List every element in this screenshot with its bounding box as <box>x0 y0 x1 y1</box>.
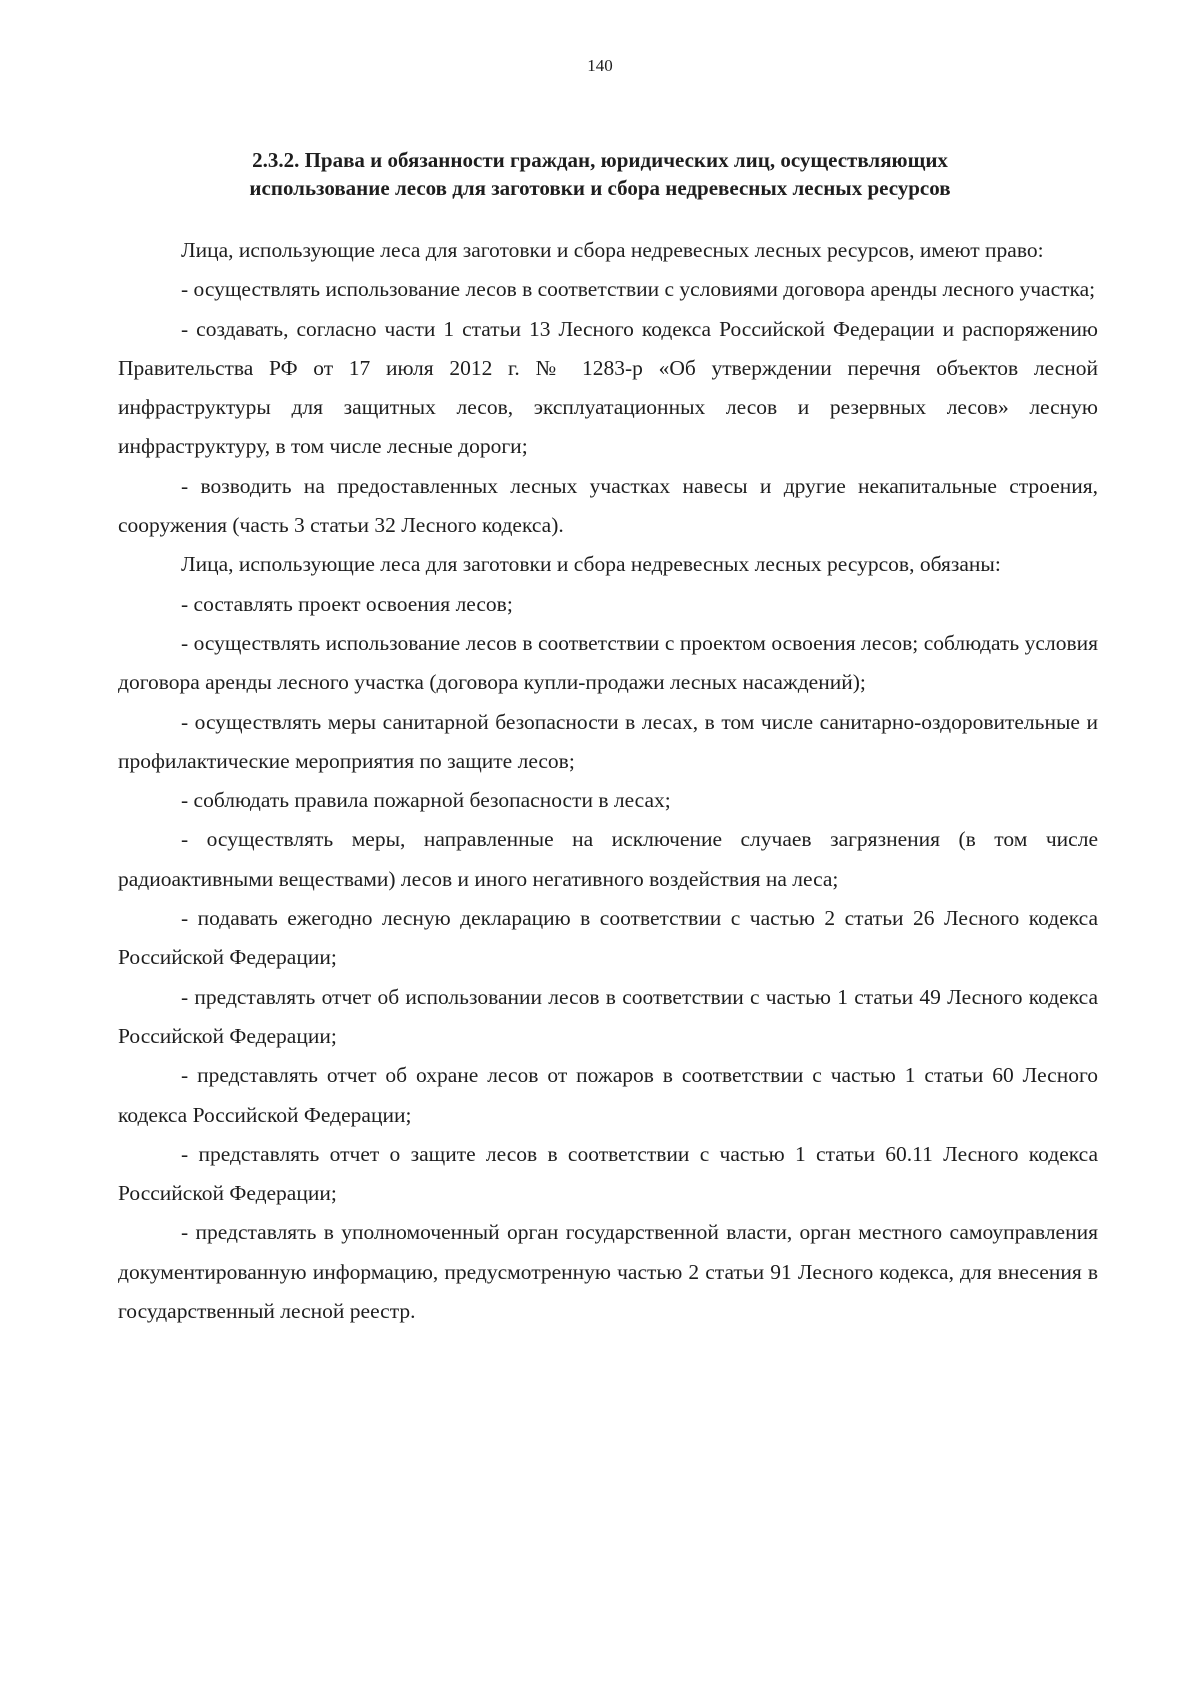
paragraph-obligations-intro: Лица, использующие леса для заготовки и сбора недревесных лесных ресурсов, обязаны: <box>181 552 1001 577</box>
list-item: - представлять в уполномоченный орган государственной власти, орган местного самоуправления документированную информацию, предусмотренную частью 2 статьи 91 Лесного кодекса, для внесения в государственный лесной реестр. <box>118 1220 1098 1324</box>
list-item: - осуществлять использование лесов в соответствии с проектом освоения лесов; соблюдать условия договора аренды лесного участка (договора купли-продажи лесных насаждений); <box>118 630 1098 695</box>
section-heading-line-1: 2.3.2. Права и обязанности граждан, юридических лиц, осуществляющих <box>252 148 948 172</box>
list-item: - соблюдать правила пожарной безопасности в лесах; <box>181 788 671 813</box>
list-item: - представлять отчет об использовании лесов в соответствии с частью 1 статьи 49 Лесного кодекса Российской Федерации; <box>118 984 1098 1048</box>
paragraph-rights-intro: Лица, использующие леса для заготовки и сбора недревесных лесных ресурсов, имеют право: <box>181 238 1044 262</box>
list-item: - создавать, согласно части 1 статьи 13 Лесного кодекса Российской Федерации и распоряжению Правительства РФ от 17 июля 2012 г. № 1283-р «Об утверждении перечня объектов лесной инфраструктуры для защитных лесов, эксплуатационных лесов и резервных лесов» лесную инфраструктуру, в том числе лесные дороги; <box>118 316 1098 459</box>
document-body <box>118 231 1098 1331</box>
list-item: - возводить на предоставленных лесных участках навесы и другие некапитальные строения, сооружения (часть 3 статьи 32 Лесного кодекса). <box>118 473 1098 538</box>
list-item: - представлять отчет о защите лесов в соответствии с частью 1 статьи 60.11 Лесного кодекса Российской Федерации; <box>118 1141 1098 1206</box>
section-heading-line-2: использование лесов для заготовки и сбора недревесных лесных ресурсов <box>249 176 951 200</box>
list-item: - представлять отчет об охране лесов от пожаров в соответствии с частью 1 статьи 60 Лесного кодекса Российской Федерации; <box>118 1063 1098 1127</box>
list-item: - осуществлять меры санитарной безопасности в лесах, в том числе санитарно-оздоровительные и профилактические мероприятия по защите лесов; <box>118 709 1098 773</box>
list-item: - составлять проект освоения лесов; <box>181 591 513 616</box>
section-heading <box>150 146 1050 202</box>
list-item: - осуществлять меры, направленные на исключение случаев загрязнения (в том числе радиоактивными веществами) лесов и иного негативного воздействия на леса; <box>118 827 1098 891</box>
list-item: - подавать ежегодно лесную декларацию в соответствии с частью 2 статьи 26 Лесного кодекса Российской Федерации; <box>118 906 1098 970</box>
list-item: - осуществлять использование лесов в соответствии с условиями договора аренды лесного участка; <box>181 277 1096 302</box>
page-number: 140 <box>587 56 613 75</box>
